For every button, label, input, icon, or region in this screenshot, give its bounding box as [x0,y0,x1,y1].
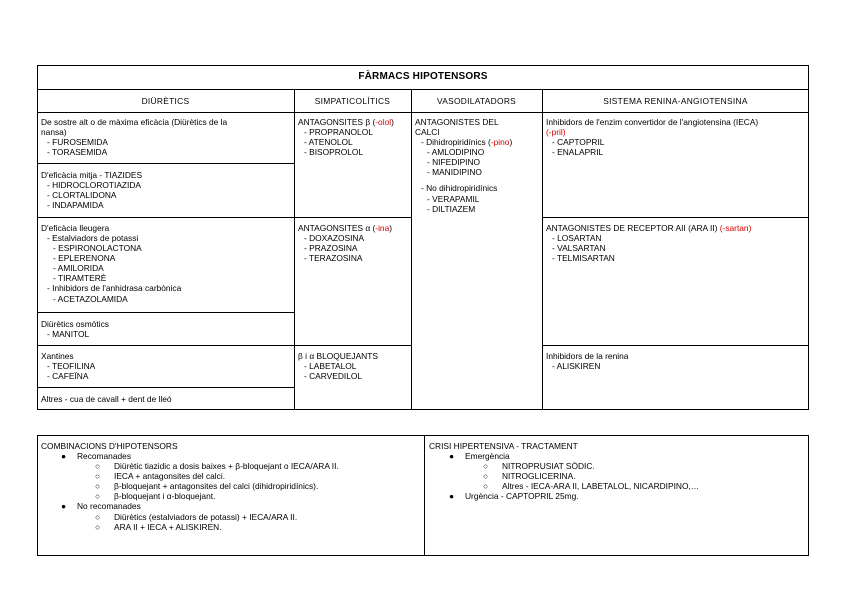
list-item: - LABETALOL [304,361,357,372]
divider [37,312,294,313]
list-item: - DOXAZOSINA [304,233,365,244]
renina-ara-cell [546,223,806,263]
circle-bullet-icon: ○ [95,471,101,482]
header-diuretics: DIÜRÈTICS [141,95,190,106]
divider [542,217,809,218]
list-item: - CAPTOPRIL [552,137,605,148]
diuretics-low-title: D'eficàcia lleugera [41,223,110,233]
divider [294,345,411,346]
header-vasodilatadors: VASODILATADORS [436,95,517,106]
not-recommended-label: ● No recomanades [61,501,141,512]
ara-title: ANTAGONISTES DE RECEPTOR AII (ARA II) (-sartan) [546,223,752,233]
crisi-cell [429,441,805,501]
diuretics-high-title-cont: nansa) [41,127,67,138]
table-title: FÀRMACS HIPOTENSORS [358,71,488,82]
bullet-icon: ● [61,451,67,462]
diuretics-others-cell [41,394,291,404]
diuretics-xantines-title: Xantines [41,351,74,361]
circle-bullet-icon: ○ [483,471,489,482]
list-item: - ALISKIREN [552,361,601,372]
list-item: - AMLODIPINO [427,147,485,158]
list-item: - LOSARTAN [552,233,602,244]
circle-bullet-icon: ○ [95,461,101,472]
crisi-title: CRISI HIPERTENSIVA - TRACTAMENT [429,441,578,451]
header-renina: SISTEMA RENINA-ANGIOTENSINA [603,95,748,106]
suffix-pino: -pino [490,137,510,148]
emergency-label: ● Emergència [449,451,510,462]
list-item: - FUROSEMIDA [47,137,108,148]
divider [542,345,809,346]
divider [37,217,294,218]
urgency-item: ● Urgència - CAPTOPRIL 25mg. [449,491,579,502]
simpaticolitics-beta-cell [298,117,408,157]
alpha-antagonists-title: ANTAGONSITES α (-ina) [298,223,393,233]
bullet-icon: ● [449,491,455,502]
list-item: - TERAZOSINA [304,253,363,264]
calcium-antagonists-title-cont: CALCI [415,127,440,138]
diuretics-low-cell [41,223,291,304]
calcium-antagonists-title: ANTAGONISTES DEL [415,117,499,127]
list-item: - ATENOLOL [304,137,353,148]
list-item: - TEOFILINA [47,361,96,372]
list-item: - CARVEDILOL [304,371,363,382]
diuretics-xantines-cell [41,351,291,381]
list-item: - VALSARTAN [552,243,606,254]
list-item: - TORASEMIDA [47,147,108,158]
list-item: ○ IECA + antagonsites del calci. [95,471,226,482]
bullet-icon: ● [61,501,67,512]
renina-ieca-cell [546,117,806,157]
circle-bullet-icon: ○ [95,491,101,502]
list-item: - AMILORIDA [53,263,104,274]
divider [411,90,412,410]
combinacions-title: COMBINACIONS D'HIPOTENSORS [41,441,178,451]
circle-bullet-icon: ○ [95,481,101,492]
divider [37,345,294,346]
list-item: ○ ARA II + IECA + ALISKIREN. [95,521,222,532]
list-item: - NIFEDIPINO [427,157,481,168]
list-item: ○ NITROPRUSIAT SÒDIC. [483,461,595,472]
simpaticolitics-alpha-cell [298,223,408,263]
diuretics-high-title: De sostre alt o de màxima eficàcia (Diürètics de la [41,117,228,127]
combinacions-cell [41,441,421,532]
simpaticolitics-both-cell [298,351,408,381]
header-simpaticolitics: SIMPATICOLÍTICS [314,95,391,106]
list-item: ○ Diürètic tiazidic a dosis baixes + β-bloquejant o IECA/ARA II. [95,461,339,472]
ieca-title: Inhibidors de l'enzim convertidor de l'angiotensina (IECA) [546,117,759,127]
list-item: ○ Altres - IECA-ARA II, LABETALOL, NICARDIPINO,… [483,481,700,492]
list-item: - ESPIRONOLACTONA [53,243,142,254]
diuretics-osmotic-cell [41,319,291,339]
recommended-label: ● Recomanades [61,451,132,462]
circle-bullet-icon: ○ [95,521,101,532]
diuretics-mid-title: D'eficàcia mitja - TIAZIDES [41,170,143,180]
list-item: - TELMISARTAN [552,253,615,264]
list-item: - MANIDIPINO [427,167,482,178]
list-item: - ACETAZOLAMIDA [53,293,128,304]
circle-bullet-icon: ○ [95,511,101,522]
suffix-olol: -olol [375,117,392,127]
divider [294,217,411,218]
circle-bullet-icon: ○ [483,461,489,472]
diuretics-osmotic-title: Diürètics osmòtics [41,319,109,329]
non-dihydropyridines-label: - No dihidropiridínics [421,183,498,194]
circle-bullet-icon: ○ [483,481,489,492]
dihydropyridines-label: - Dihidropiridínics (-pino) [421,137,513,148]
list-item: - CAFEÏNA [47,371,89,382]
divider [37,387,294,388]
diuretics-mid-cell [41,170,291,210]
divider [37,163,294,164]
list-item: - CLORTALIDONA [47,190,117,201]
list-item: - HIDROCLOROTIAZIDA [47,180,141,191]
list-item: - DILTIAZEM [427,203,476,214]
list-item: - VERAPAMIL [427,193,480,204]
diuretics-low-sub2: - Inhibidors de l'anhidrasa carbònica [47,283,182,294]
list-item: - EPLERENONA [53,253,116,264]
vasodilatadors-cell [415,117,539,214]
divider [37,112,809,113]
list-item: ○ Diürètics (estalviadors de potassi) + IECA/ARA II. [95,511,298,522]
suffix-pril: (-pril) [546,127,566,138]
beta-antagonists-title: ANTAGONSITES β (-olol) [298,117,394,127]
list-item: ○ β-bloquejant + antagonsites del calci (dihidropiridínics). [95,481,319,492]
diuretics-others: Altres - cua de cavall + dent de lleó [41,394,172,404]
list-item: - TIRAMTERÈ [53,273,107,284]
suffix-sartan: (-sartan) [719,223,752,233]
divider [424,435,425,556]
divider [294,90,295,410]
list-item: - INDAPAMIDA [47,200,104,211]
diuretics-high-cell [41,117,291,157]
divider [542,90,543,410]
list-item: - MANITOL [47,329,90,340]
beta-alpha-blockers-title: β i α BLOQUEJANTS [298,351,378,361]
renina-renin-cell [546,351,806,371]
list-item: ○ β-bloquejant i α-bloquejant. [95,491,216,502]
list-item: ○ NITROGLICERINA. [483,471,576,482]
list-item: - PRAZOSINA [304,243,358,254]
list-item: - BISOPROLOL [304,147,364,158]
diuretics-low-sub1: - Estalviadors de potassi [47,233,139,244]
bullet-icon: ● [449,451,455,462]
suffix-ina: -ina [375,223,390,233]
list-item: - PROPRANOLOL [304,127,373,138]
renin-inhibitors-title: Inhibidors de la renina [546,351,629,361]
list-item: - ENALAPRIL [552,147,604,158]
